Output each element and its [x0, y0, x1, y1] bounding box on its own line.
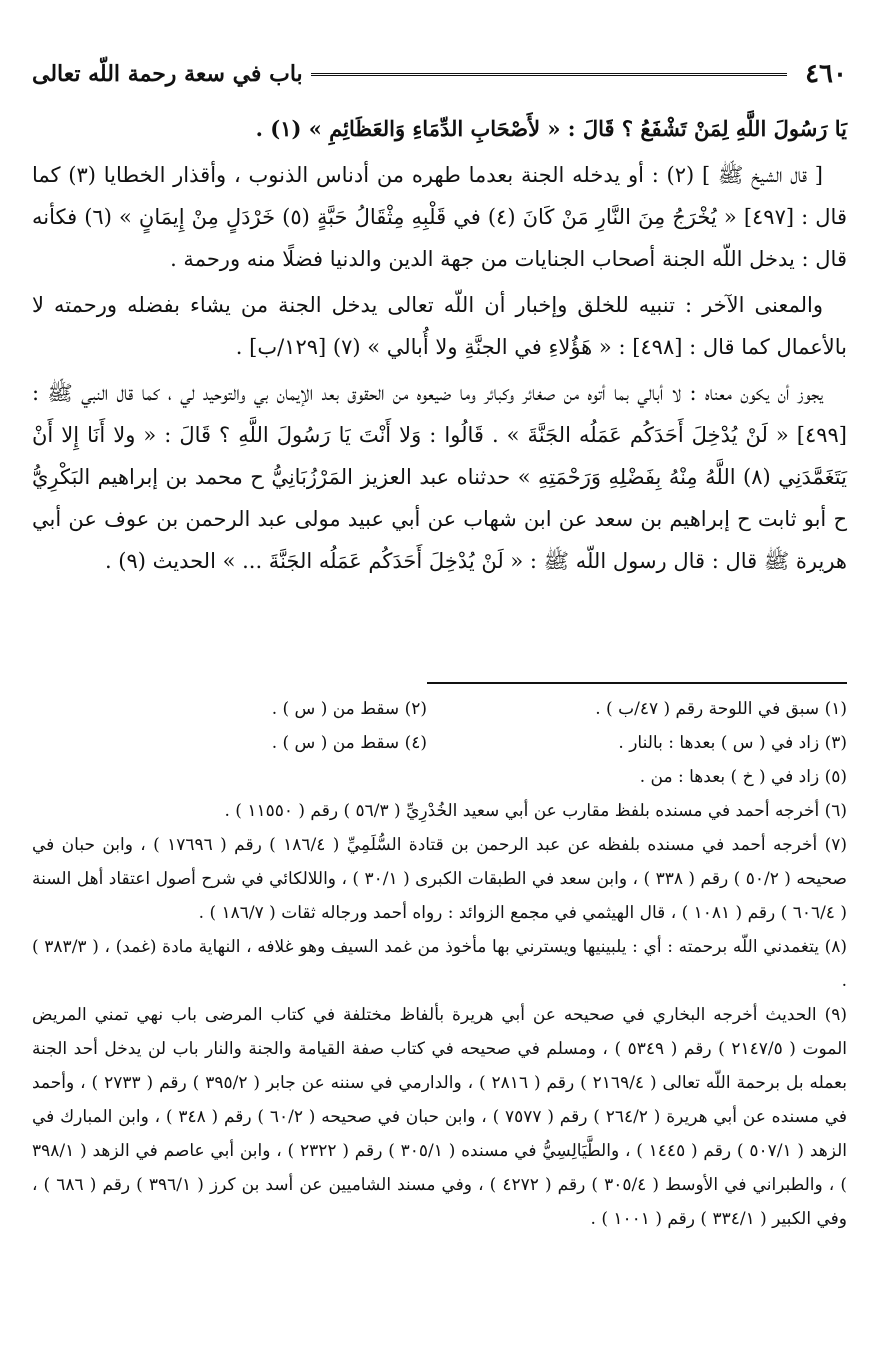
footnote-6: (٦) أخرجه أحمد في مسنده بلفظ مقارب عن أبي سعيد الخُدْرِيِّ ( ٥٦/٣ ) رقم ( ١١٥٥٠ ) . — [224, 801, 847, 821]
page-number: ٤٦٠ — [805, 59, 847, 89]
footnote-9: (٩) الحديث أخرجه البخاري في صحيحه عن أبي هريرة بألفاظ مختلفة في كتاب المرضى باب نهي تمني المريض الموت ( ٢١٤٧/٥ ) رقم ( ٥٣٤٩ ) ، ومسلم في صحيحه في كتاب صفة القيامة والجنة والنار باب لن يدخل أحد الجنة بعمله بل برحمة اللّه تعالى ( ٢١٦٩/٤ ) رقم ( ٢٨١٦ ) ، والدارمي في سننه عن جابر ( ٣٩٥/٢ ) رقم ( ٢٧٣٣ ) ، وأحمد في مسنده عن أبي هريرة ( ٢٦٤/٢ ) رقم ( ٧٥٧٧ ) ، وابن حبان في صحيحه ( ٦٠/٢ ) رقم ( ٣٤٨ ) ، وابن المبارك في الزهد ( ٥٠٧/١ ) رقم ( ١٤٤٥ ) ، والطَّيَالِسِيُّ في مسنده ( ٣٠٥/١ ) رقم ( ٢٣٢٢ ) ، وابن أبي عاصم في الزهد ( ٣٩٨/١ ) ، والطبراني في الأوسط ( ٣٠٥/٤ ) رقم ( ٤٢٧٢ ) ، وفي مسند الشاميين عن أسد بن كرز ( ٣٩٦/١ ) رقم ( ٦٨٦ ) ، وفي الكبير ( ٣٣٤/١ ) رقم ( ١٠٠١ ) . — [32, 1005, 848, 1229]
running-title: باب في سعة رحمة اللّه تعالى — [32, 61, 303, 87]
paragraph-4: يجوز أن يكون معناه : لا أبالي بما أتوه من صغائر وكبائر وما ضيعوه من الحقوق بعد الإيمان بي والتوحيد لي ، كما قال النبي ﷺ : [٤٩٩] « لَنْ يُدْخِلَ أَحَدَكُم عَمَلُه الجَنَّةَ » . قَالُوا : وَلا أَنْتَ يَا رَسُولَ اللَّهِ ؟ قَالَ : « ولا أَنَا إِلا أَنْ يَتَغَمَّدَنِي (٨) اللَّهُ مِنْهُ بِفَضْلِهِ وَرَحْمَتِهِ » حدثناه عبد العزيز المَرْزُبَانِيُّ ح محمد بن إبراهيم البَكْرِيُّ ح أبو ثابت ح إبراهيم بن سعد عن ابن شهاب عن أبي عبيد مولى عبد الرحمن بن عوف عن أبي هريرة ﷺ قال : قال رسول اللّه ﷺ : « لَنْ يُدْخِلَ أَحَدَكُم عَمَلُه الجَنَّةَ ... » الحديث (٩) . — [32, 381, 847, 573]
paragraph-2: [ قال الشيخ ﷺ ] (٢) : أو يدخله الجنة بعدما طهره من أدناس الذنوب ، وأقذار الخطايا (٣) كما قال : [٤٩٧] « يُخْرَجُ مِنَ النَّارِ مَنْ كَانَ (٤) في قَلْبِهِ مِثْقَالُ حَبَّةٍ (٥) خَرْدَلٍ مِنْ إِيمَانٍ » (٦) فكأنه قال : يدخل اللّه الجنة أصحاب الجنايات من جهة الدين والدنيا فضلًا منه ورحمة . — [32, 163, 847, 271]
footnotes — [32, 692, 847, 1236]
footnote-1: (١) سبق في اللوحة رقم ( ٤٧/ب ) . — [595, 699, 847, 719]
page-header — [32, 52, 847, 96]
main-text — [32, 108, 847, 586]
footnote-separator — [427, 682, 847, 684]
header-rule — [311, 73, 787, 76]
footnote-3: (٣) زاد في ( س ) بعدها : بالنار . — [618, 733, 847, 753]
footnote-row — [32, 726, 847, 760]
footnote-4: (٤) سقط من ( س ) . — [271, 733, 427, 753]
footnote-2: (٢) سقط من ( س ) . — [271, 699, 427, 719]
paragraph-3: والمعنى الآخر : تنبيه للخلق وإخبار أن اللّه تعالى يدخل الجنة من يشاء بفضله ورحمته لا بالأعمال كما قال : [٤٩٨] : « هَؤُلاءِ في الجنَّةِ ولا أُبالي » (٧) [١٢٩/ب] . — [32, 293, 847, 359]
footnote-row — [32, 692, 847, 726]
footnote-5: (٥) زاد في ( خ ) بعدها : من . — [639, 767, 847, 787]
footnote-7: (٧) أخرجه أحمد في مسنده بلفظه عن عبد الرحمن بن قتادة السُّلَمِيِّ ( ١٨٦/٤ ) رقم ( ١٧٦٩٦ ) ، وابن حبان في صحيحه ( ٥٠/٢ ) رقم ( ٣٣٨ ) ، وابن سعد في الطبقات الكبرى ( ٣٠/١ ) ، واللالكائي في شرح أصول اعتقاد أهل السنة ( ٦٠٦/٤ ) رقم ( ١٠٨١ ) ، قال الهيثمي في مجمع الزوائد : رواه أحمد ورجاله ثقات ( ١٨٦/٧ ) . — [32, 835, 848, 923]
footnote-8: (٨) يتغمدني اللّه برحمته : أي : يلبينيها ويسترني بها مأخوذ من غمد السيف وهو غلافه ، النهاية مادة (غمد) ، ( ٣٨٣/٣ ) . — [32, 937, 847, 991]
paragraph-1: يَا رَسُولَ اللَّهِ لِمَنْ تَشْفَعُ ؟ قَالَ : « لأَصْحَابِ الدِّمَاءِ وَالعَظَائِمِ » (١) . — [255, 116, 847, 141]
